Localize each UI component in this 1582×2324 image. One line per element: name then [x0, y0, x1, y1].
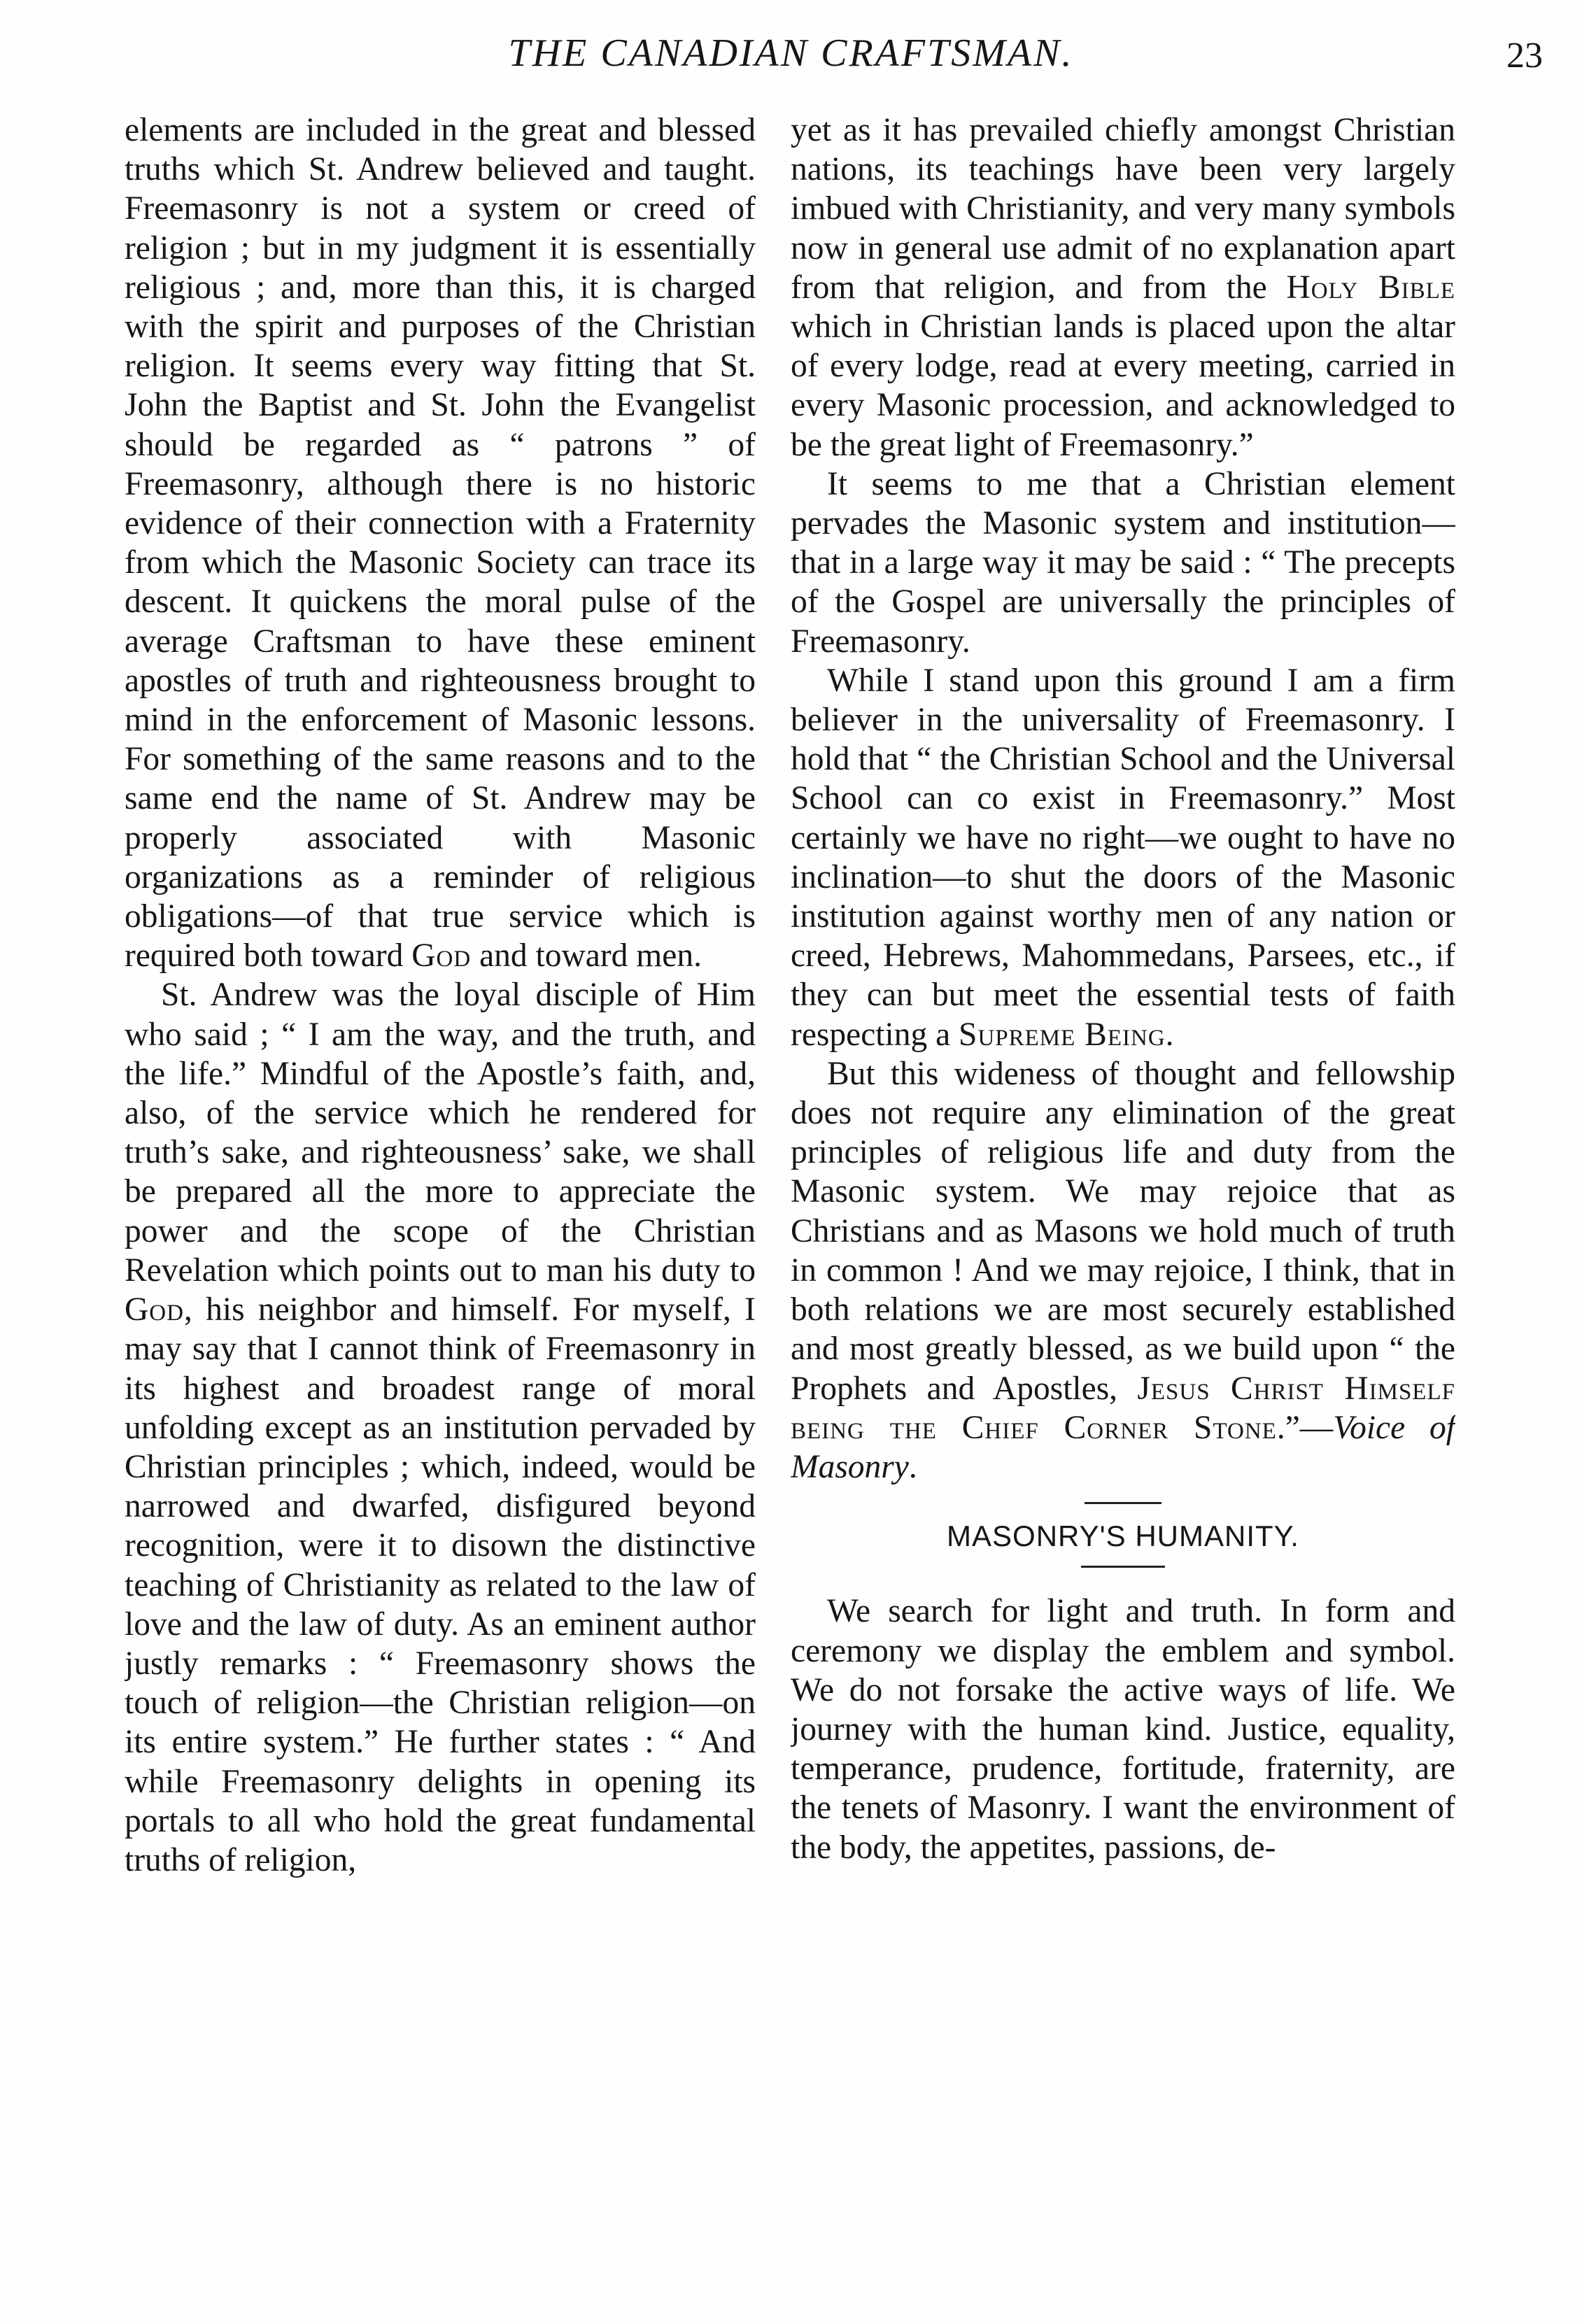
chief-corner-stone-smallcaps: Jesus Christ Himself being the Chief Corner Stone: [791, 1370, 1455, 1446]
source-citation: Voice of Masonry: [791, 1409, 1455, 1485]
section-divider-top: [1085, 1502, 1161, 1504]
holy-bible-smallcaps: Holy Bible: [1286, 269, 1455, 306]
left-paragraph-1: elements are included in the great and blessed truths which St. Andrew believed and taught. Freemasonry is not a system or creed of religion ; but in my judgment it is essentially religious ; and, more than this, it is charged with the spirit and purposes of the Christian religion. It seems every way fitting that St. John the Baptist and St. John the Evangelist should be regarded as “ patrons ” of Freemasonry, although there is no historic evidence of their connection with a Fraternity from which the Masonic Society can trace its descent. It quickens the moral pulse of the average Craftsman to have these eminent apostles of truth and righteousness brought to mind in the enforcement of Masonic lessons. For something of the same reasons and to the same end the name of St. Andrew may be properly associated with Masonic organizations as a reminder of religious obligations—of that true service which is required both toward God and toward men.: [125, 112, 756, 975]
page-header: [0, 31, 1582, 87]
supreme-being-smallcaps: Supreme Being: [959, 1016, 1166, 1053]
left-paragraph-2: St. Andrew was the loyal disciple of Him who said ; “ I am the way, and the truth, and the life.” Mindful of the Apostle’s faith, and, also, of the service which he rendered for truth’s sake, and righteousness’ sake, we shall be prepared all the more to appreciate the power and the scope of the Christian Revelation which points out to man his duty to God, his neighbor and himself. For myself, I may say that I cannot think of Freemasonry in its highest and broadest range of moral unfolding except as an institution pervaded by Christian principles ; which, indeed, would be narrowed and dwarfed, disfigured beyond recognition, were it to disown the distinctive teaching of Christianity as related to the law of love and the law of duty. As an eminent author justly remarks : “ Freemasonry shows the touch of religion—the Christian religion—on its entire system.” He further states : “ And while Freemasonry delights in opening its portals to all who hold the great fundamental truths of religion,: [125, 977, 756, 1878]
god-smallcaps: God: [125, 1291, 184, 1328]
section-divider-bottom: [1081, 1566, 1165, 1568]
right-paragraph-3: While I stand upon this ground I am a firm believer in the universality of Freemasonry. I hold that “ the Christian School and the Universal School can co exist in Freemasonry.” Most certainly we have no right—we ought to have no inclination—to shut the doors of the Masonic institution against worthy men of any nation or creed, Hebrews, Mahommedans, Parsees, etc., if they can but meet the essential tests of faith respecting a Supreme Being.: [791, 662, 1455, 1053]
right-column: [791, 111, 1455, 2293]
god-smallcaps: God: [411, 937, 472, 975]
section-heading: MASONRY'S HUMANITY.: [947, 1519, 1299, 1553]
right-paragraph-5: We search for light and truth. In form and ceremony we display the emblem and symbol. We do not forsake the active ways of life. We journey with the human kind. Justice, equality, temperance, prudence, fortitude, fraternity, are the tenets of Masonry. I want the environment of the body, the appetites, passions, de-: [791, 1593, 1455, 1866]
page-number: 23: [1506, 36, 1543, 76]
left-column: [125, 111, 756, 2293]
right-paragraph-4: But this wideness of thought and fellowship does not require any elimination of the great principles of religious life and duty from the Masonic system. We may rejoice that as Christians and as Masons we hold much of truth in common ! And we may rejoice, I think, that in both relations we are most securely established and most greatly blessed, as we build upon “ the Prophets and Apostles, Jesus Christ Himself being the Chief Corner Stone.”—Voice of Masonry.: [791, 1055, 1455, 1485]
running-title: THE CANADIAN CRAFTSMAN.: [508, 31, 1074, 75]
right-paragraph-1: yet as it has prevailed chiefly amongst Christian nations, its teachings have been very largely imbued with Christianity, and very many symbols now in general use admit of no explanation apart from that religion, and from the Holy Bible which in Christian lands is placed upon the altar of every lodge, read at every meeting, carried in every Masonic procession, and acknowledged to be the great light of Freemasonry.”: [791, 112, 1455, 463]
right-paragraph-2: It seems to me that a Christian element pervades the Masonic system and institution—that in a large way it may be said : “ The precepts of the Gospel are universally the principles of Freemasonry.: [791, 465, 1455, 660]
